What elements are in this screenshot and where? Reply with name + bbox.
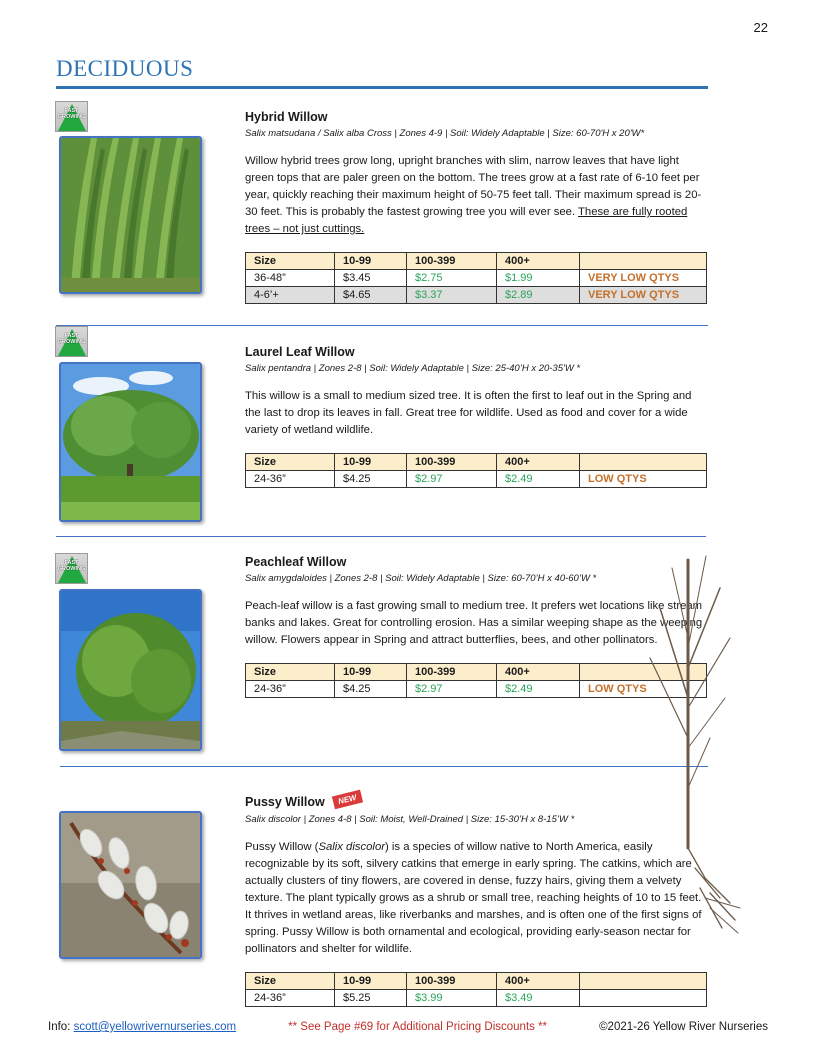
product-name: Pussy Willow NEW: [245, 795, 710, 810]
header-note: [580, 454, 707, 471]
price-table: [245, 252, 707, 304]
header-size: Size: [246, 253, 335, 270]
cell-size: 4-6’+: [246, 287, 335, 304]
header-qty-1: 10-99: [335, 454, 407, 471]
header-note: [580, 973, 707, 990]
cell-price: $2.75: [407, 270, 497, 287]
section-divider: [56, 325, 708, 326]
new-badge: NEW: [332, 790, 363, 810]
product-pussy-willow: [245, 792, 710, 1007]
footer: [48, 1021, 768, 1033]
page-number: 22: [753, 20, 768, 35]
header-qty-3: 400+: [497, 973, 580, 990]
header-qty-3: 400+: [497, 253, 580, 270]
cell-price: $2.97: [407, 471, 497, 488]
cell-size: 36-48”: [246, 270, 335, 287]
product-subtitle: Salix matsudana / Salix alba Cross | Zones 4-9 | Soil: Widely Adaptable | Size: 60-70'H x 20'W*: [245, 128, 645, 139]
fast-growing-badge: FAST GROWING: [55, 553, 88, 584]
table-row: [246, 270, 707, 287]
product-hybrid-willow: [245, 110, 710, 304]
peachleaf-willow-photo: [59, 589, 202, 751]
cell-qty-note: VERY LOW QTYS: [580, 270, 707, 287]
copyright: ©2021-26 Yellow River Nurseries: [599, 1021, 768, 1033]
cell-price: $3.99: [407, 990, 497, 1007]
product-subtitle: Salix discolor | Zones 4-8 | Soil: Moist, Well-Drained | Size: 15-30’H x 8-15’W *: [245, 814, 575, 825]
laurel-leaf-willow-photo: [59, 362, 202, 522]
cell-qty-note: VERY LOW QTYS: [580, 287, 707, 304]
product-name: Hybrid Willow: [245, 110, 328, 124]
rooted-note: These are fully rooted trees – not just cuttings.: [245, 206, 688, 235]
cell-qty-note: [580, 990, 707, 1007]
product-name: Peachleaf Willow: [245, 555, 347, 569]
header-qty-1: 10-99: [335, 664, 407, 681]
email-link[interactable]: scott@yellowrivernurseries.com: [73, 1021, 237, 1033]
table-row: [246, 287, 707, 304]
cell-price: $1.99: [497, 270, 580, 287]
header-qty-2: 100-399: [407, 664, 497, 681]
cell-size: 24-36”: [246, 681, 335, 698]
cell-price: $3.37: [407, 287, 497, 304]
footer-contact: Info: scott@yellowrivernurseries.com: [48, 1021, 237, 1033]
product-description: Pussy Willow (Salix discolor) is a species of willow native to North America, easily recognizable by its soft, silvery catkins that emerge in early spring. The catkins, which are actually clusters of tiny flowers, are covered in dense, fuzzy hairs, giving them a velvety texture. The plant typically grows as a shrub or small tree, reaching heights of 10 to 15 feet. It thrives in wetland areas, like riverbanks and marshes, and is often one of the first signs of spring. Pussy Willow is both ornamental and ecological, providing early-season nectar for pollinators and shelter for wildlife.: [245, 841, 702, 955]
fast-growing-badge: FAST GROWING: [55, 101, 88, 132]
section-title: DECIDUOUS: [56, 56, 194, 81]
cell-price: $2.49: [497, 471, 580, 488]
title-rule: [56, 86, 708, 89]
cell-price: $2.89: [497, 287, 580, 304]
discount-note: ** See Page #69 for Additional Pricing Discounts **: [288, 1021, 548, 1033]
header-qty-3: 400+: [497, 454, 580, 471]
cell-qty-note: LOW QTYS: [580, 471, 707, 488]
cell-price: $3.45: [335, 270, 407, 287]
cell-price: $3.49: [497, 990, 580, 1007]
cell-price: $5.25: [335, 990, 407, 1007]
header-qty-2: 100-399: [407, 454, 497, 471]
header-qty-3: 400+: [497, 664, 580, 681]
product-subtitle: Salix amygdaloides | Zones 2-8 | Soil: Widely Adaptable | Size: 60-70’H x 40-60’W *: [245, 573, 597, 584]
cell-size: 24-36”: [246, 471, 335, 488]
cell-price: $2.97: [407, 681, 497, 698]
cell-size: 24-36”: [246, 990, 335, 1007]
hybrid-willow-photo: [59, 136, 202, 294]
header-qty-2: 100-399: [407, 253, 497, 270]
table-row: [246, 990, 707, 1007]
cell-price: $2.49: [497, 681, 580, 698]
cell-qty-note: LOW QTYS: [580, 681, 707, 698]
cell-price: $4.25: [335, 681, 407, 698]
price-table: [245, 453, 707, 488]
product-description: Peach-leaf willow is a fast growing small to medium tree. It prefers wet locations like stream banks and lakes. Great for controlling erosion. Has a similar weeping shape as the weeping willow. Flowers appear in Spring and attract butterflies, bees, and other pollinators.: [245, 600, 703, 646]
product-description: This willow is a small to medium sized tree. It is often the first to leaf out in the Spring and the last to drop its leaves in fall. Great tree for wildlife. Used as food and cover for a wide variety of wetland wildlife.: [245, 390, 692, 436]
header-qty-2: 100-399: [407, 973, 497, 990]
price-table: [245, 972, 707, 1007]
header-note: [580, 253, 707, 270]
pussy-willow-photo: [59, 811, 202, 959]
product-laurel-leaf-willow: [245, 345, 710, 488]
section-divider: [56, 536, 706, 537]
product-subtitle: Salix pentandra | Zones 2-8 | Soil: Widely Adaptable | Size: 25-40’H x 20-35'W *: [245, 363, 581, 374]
header-size: Size: [246, 973, 335, 990]
table-row: [246, 471, 707, 488]
header-qty-1: 10-99: [335, 973, 407, 990]
product-description: Willow hybrid trees grow long, upright branches with slim, narrow leaves that have light green tops that are paler green on the bottom. The trees grow at a fast rate of 6-10 feet per year, quickly reaching their maximum height of 50-75 feet tall. Their maximum spread is 20-30 feet. This is probably the fastest growing tree you will ever see. These are fully rooted trees – not just cuttings.: [245, 155, 702, 235]
header-qty-1: 10-99: [335, 253, 407, 270]
header-size: Size: [246, 454, 335, 471]
fast-growing-badge: FAST GROWING: [55, 326, 88, 357]
cell-price: $4.25: [335, 471, 407, 488]
product-name: Laurel Leaf Willow: [245, 345, 355, 359]
header-size: Size: [246, 664, 335, 681]
cell-price: $4.65: [335, 287, 407, 304]
